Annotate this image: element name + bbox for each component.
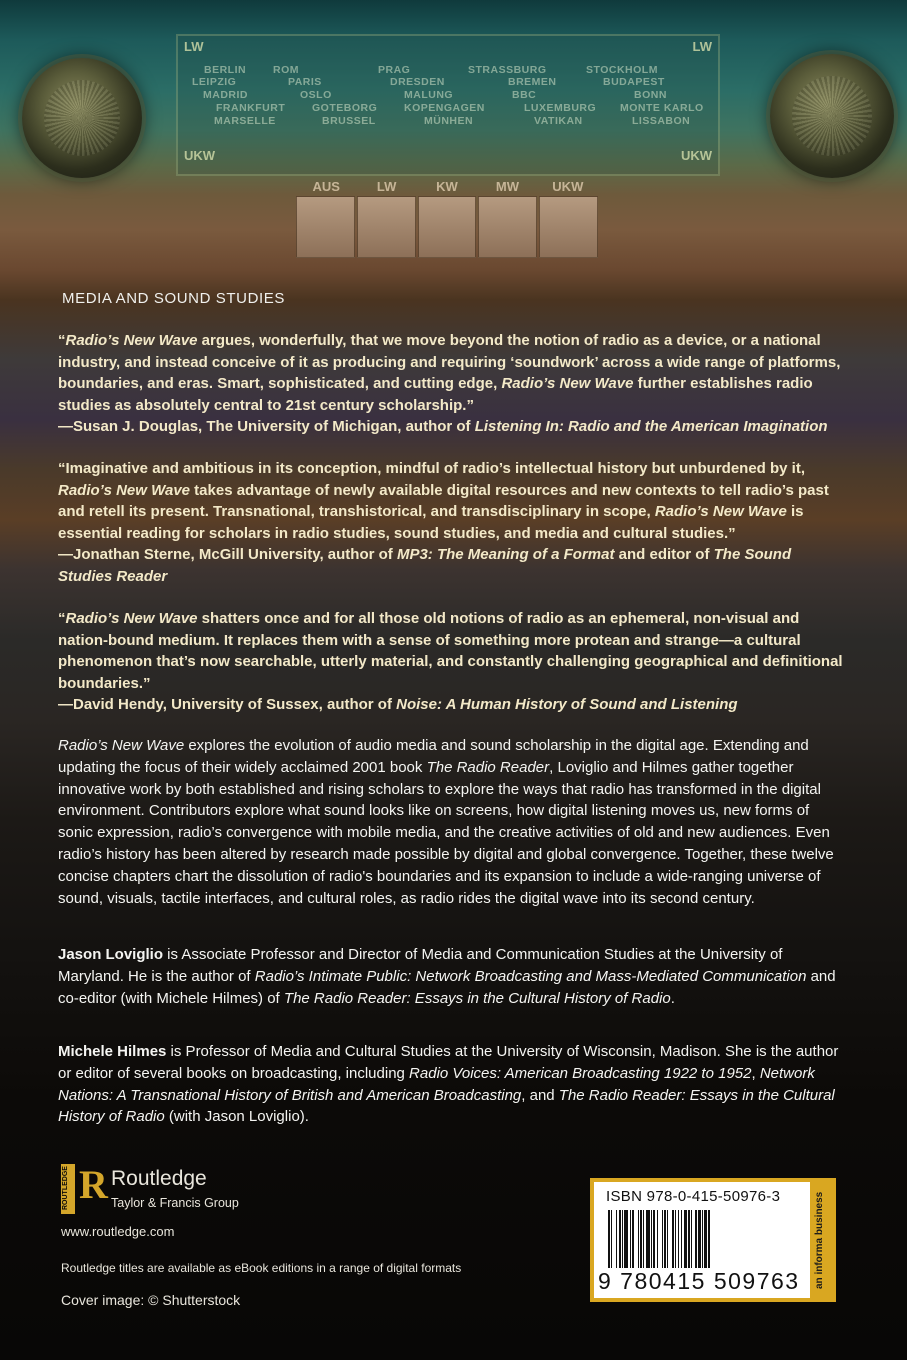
barcode-bars [608,1210,804,1268]
dial-city: PRAG [378,64,411,76]
description-book-title: Radio’s New Wave [58,737,185,754]
attribution-book-title: Noise: A Human History of Sound and Listening [396,696,738,713]
radio-push-button [539,196,598,258]
quote-text: is essential reading for scholars in radio studies, sound studies, and media and cultural studies.” [58,503,804,542]
quote-book-title: Radio’s New Wave [654,503,787,520]
quote-attribution [58,544,848,587]
dial-band-ukw-left: UKW [184,148,216,163]
radio-button-label: AUS [312,179,340,194]
dial-band-lw-left: LW [184,39,204,54]
radio-button-label: KW [436,179,458,194]
dial-city: VATIKAN [534,115,583,127]
attribution-text: —David Hendy, University of Sussex, author of [58,696,397,713]
description-text: explores the evolution of audio media and sound scholarship in the digital age. Extending and updating the focus of their widely acclaimed 2001 book [58,737,809,776]
description-book-title: The Radio Reader [426,758,550,776]
dial-city: LEIPZIG [192,76,237,88]
bio-text: , [751,1064,760,1082]
dial-city: STOCKHOLM [586,64,658,76]
endorsement-quote-1 [58,330,848,438]
routledge-logo-vertical-text: ROUTLEDGE [62,1166,69,1210]
left-tuning-knob [22,58,142,178]
quote-book-title: Radio’s New Wave [65,610,198,627]
dial-city: MADRID [203,89,248,101]
endorsement-quote-2 [58,458,848,587]
dial-band-ukw-right: UKW [680,148,712,163]
attribution-book-title: MP3: The Meaning of a Format [396,546,615,563]
dial-city: KOPENGAGEN [404,102,485,114]
bio-book-title: Radio Voices: American Broadcasting 1922 to 1952 [409,1064,752,1082]
dial-city: PARIS [288,76,322,88]
radio-push-button [478,196,537,258]
barcode-digits: 9 780415 509763 [598,1268,800,1294]
dial-city: BRUSSEL [322,115,376,127]
radio-push-button [296,196,355,258]
radio-button-label: LW [376,179,397,194]
bio-text: , and [521,1086,559,1104]
quote-book-title: Radio’s New Wave [65,332,198,349]
quote-text: “ [58,610,66,627]
radio-push-buttons [296,196,598,258]
bio-text: . [670,989,675,1007]
bio-text: is Professor of Media and Cultural Studies at the University of Wisconsin, Madison. She is the author or editor of several books on broadcasting, including [58,1043,839,1082]
author-bio-loviglio [58,944,848,1009]
attribution-book-title: The Sound Studies Reader [58,546,792,585]
author-bio-hilmes [58,1041,848,1128]
dial-city: MONTE KARLO [620,102,704,114]
routledge-logo-icon: R [79,1162,108,1207]
dial-city: ROM [273,64,299,76]
radio-push-button [418,196,477,258]
attribution-text: —Susan J. Douglas, The University of Michigan, author of [58,418,475,435]
bio-book-title: Radio’s Intimate Public: Network Broadcasting and Mass-Mediated Communication [254,967,807,985]
informa-text: an informa business [814,1191,825,1289]
quote-text: takes advantage of newly available digital resources and new contexts to tell radio’s past and retell its present. Transnational, transhistorical, and transdisciplinary in scope, [58,481,829,520]
dial-city: MALUNG [404,89,454,101]
dial-city: MARSELLE [214,115,276,127]
informa-side-label [810,1182,832,1298]
publisher-group: Taylor & Francis Group [111,1196,239,1210]
dial-city: BBC [512,89,537,101]
radio-dial [176,34,720,176]
dial-city: BERLIN [204,64,247,76]
quote-text: “ [58,332,66,349]
quote-book-title: Radio’s New Wave [58,481,190,499]
attribution-book-title: Listening In: Radio and the American Imagination [474,418,828,435]
attribution-text: and editor of [614,546,714,563]
dial-city: BUDAPEST [603,76,665,88]
bio-text: and co-editor (with Michele Hilmes) of [58,967,836,1007]
attribution-text: —Jonathan Sterne, McGill University, author of [58,546,397,563]
barcode-gap [710,1210,711,1268]
cover-credit: Cover image: © Shutterstock [61,1292,241,1308]
dial-city: DRESDEN [390,76,445,88]
dial-city: LUXEMBURG [524,102,597,114]
dial-city: OSLO [300,89,332,101]
dial-city: MÜNHEN [424,115,474,127]
bio-book-title: Network Nations: A Transnational History of British and American Broadcasting [58,1064,815,1104]
endorsement-quote-3 [58,608,848,716]
quote-text: “Imaginative and ambitious in its conception, mindful of radio’s intellectual history but unburdened by it, [58,460,806,477]
publisher-name: Routledge [111,1167,207,1190]
radio-button-label: UKW [552,179,584,194]
quote-book-title: Radio’s New Wave [501,375,634,392]
bio-text: is Associate Professor and Director of Media and Communication Studies at the University of Maryland. He is the author of [58,946,783,985]
dial-city: FRANKFURT [216,102,286,114]
bio-book-title: The Radio Reader: Essays in the Cultural History of Radio [283,989,671,1007]
bio-book-title: The Radio Reader: Essays in the Cultural History of Radio [58,1086,835,1126]
right-tuning-knob [770,54,894,178]
author-name: Michele Hilmes [58,1043,167,1060]
publisher-website: www.routledge.com [61,1224,175,1239]
dial-city: LISSABON [632,115,691,127]
bio-text: (with Jason Loviglio). [164,1108,309,1126]
quote-attribution [58,416,848,438]
author-name: Jason Loviglio [58,946,164,963]
quote-text: further establishes radio studies as absolutely central to 21st century scholarship.” [58,375,813,414]
radio-button-label: MW [495,179,519,194]
quote-text: shatters once and for all those old notions of radio as an ephemeral, non-visual and nation-bound medium. It replaces them with a sense of something more protean and strange—a cultural phenomenon that’s now searchable, utterly material, and constantly challenging geographical and definitional boundaries.” [58,610,843,692]
dial-band-lw-right: LW [692,39,712,54]
radio-button-labels [296,179,598,194]
quote-text: argues, wonderfully, that we move beyond the notion of radio as a device, or a national industry, and instead conceive of it as producing and requiring ‘soundwork’ across a wide range of platforms, boundaries, and eras. Smart, sophisticated, and cutting edge, [58,332,841,392]
dial-city: GOTEBORG [312,102,378,114]
book-description [58,735,848,909]
ebook-note: Routledge titles are available as eBook editions in a range of digital formats [61,1261,462,1275]
quote-attribution [58,694,848,716]
radio-push-button [357,196,416,258]
dial-city: BREMEN [508,76,557,88]
dial-city: STRASSBURG [468,64,547,76]
series-title: MEDIA AND SOUND STUDIES [62,290,286,307]
isbn-barcode [590,1178,836,1302]
dial-city: BONN [634,89,667,101]
description-text: , Loviglio and Hilmes gather together innovative work by both established and rising scholars to explore the ways that radio has transformed in the digital environment. Contributors explore what sound looks like on screens, how digital listening moves us, new forms of sonic expression, radio’s convergence with mobile media, and the creative activities of old and new audiences. Even radio’s history has been altered by research made possible by digital and global convergence. Together, these twelve concise chapters chart the dissolution of radio's boundaries and its expansion to include a wide-ranging universe of sound, visuals, tactile interfaces, and cultural roles, as radio rides the digital wave into its second century. [58,758,834,907]
isbn-number: ISBN 978-0-415-50976-3 [606,1188,781,1205]
